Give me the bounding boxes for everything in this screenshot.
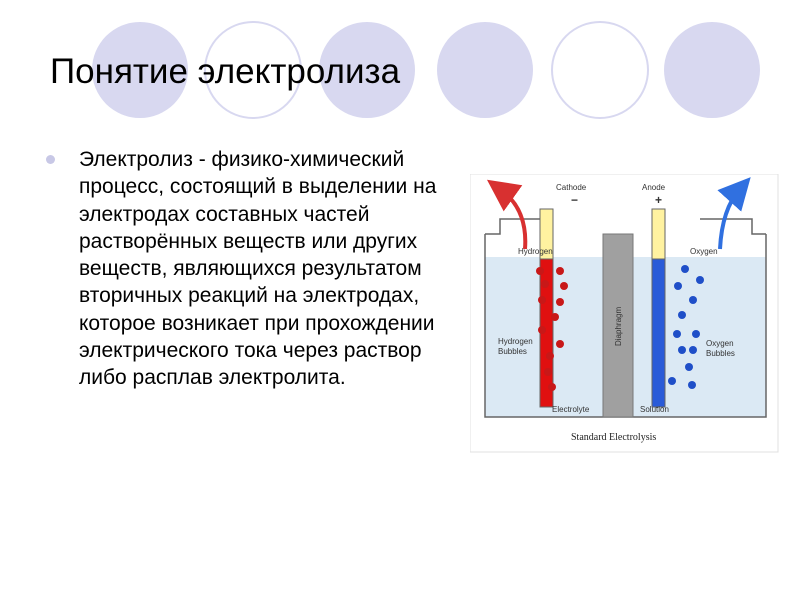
solution-label: Solution xyxy=(640,405,669,414)
hydrogen-bubble xyxy=(548,383,556,391)
hydrogen-bubble xyxy=(556,267,564,275)
hydrogen-bubble xyxy=(556,298,564,306)
oxygen-bubbles-label-line2: Bubbles xyxy=(706,349,735,358)
decor-circle-5 xyxy=(552,22,648,118)
anode-electrode xyxy=(652,259,665,407)
electrolyte-label: Electrolyte xyxy=(552,405,590,414)
oxygen-bubbles-label-line1: Oxygen xyxy=(706,339,734,348)
figure-caption: Standard Electrolysis xyxy=(571,432,657,443)
oxygen-bubble xyxy=(678,346,686,354)
oxygen-bubble xyxy=(685,363,693,371)
oxygen-bubble xyxy=(674,282,682,290)
oxygen-bubble xyxy=(696,276,704,284)
hydrogen-bubble xyxy=(556,340,564,348)
anode-top xyxy=(652,209,665,259)
hydrogen-bubble xyxy=(544,368,552,376)
electrolysis-diagram xyxy=(470,174,780,454)
slide-title: Понятие электролиза xyxy=(50,52,401,91)
oxygen-bubble xyxy=(673,330,681,338)
anode-label: Anode xyxy=(642,183,666,192)
diaphragm-label: Diaphragm xyxy=(614,306,623,346)
decor-circle-4 xyxy=(437,22,533,118)
oxygen-bubble xyxy=(692,330,700,338)
oxygen-bubble xyxy=(668,377,676,385)
oxygen-label: Oxygen xyxy=(690,247,718,256)
hydrogen-bubble xyxy=(538,296,546,304)
hydrogen-bubble xyxy=(546,352,554,360)
hydrogen-bubble xyxy=(536,267,544,275)
body-paragraph: Электролиз - физико-химический процесс, состоящий в выделении на электродах составных частей растворённых веществ или других веществ, являющихся результатом вторичных реакций на электродах, которое возникает при прохождении электрического тока через раствор либо расплав электролита. xyxy=(79,148,437,390)
cathode-sign: − xyxy=(571,193,579,207)
hydrogen-bubble xyxy=(541,280,549,288)
hydrogen-bubbles-label-line1: Hydrogen xyxy=(498,337,533,346)
cathode-label: Cathode xyxy=(556,183,587,192)
oxygen-bubble xyxy=(688,381,696,389)
oxygen-bubble xyxy=(681,265,689,273)
bullet-icon xyxy=(46,155,55,164)
decor-circle-6 xyxy=(664,22,760,118)
anode-sign: + xyxy=(655,193,663,207)
hydrogen-bubble xyxy=(551,313,559,321)
hydrogen-bubble xyxy=(538,326,546,334)
hydrogen-bubbles-label-line2: Bubbles xyxy=(498,347,527,356)
oxygen-bubble xyxy=(689,296,697,304)
oxygen-bubble xyxy=(689,346,697,354)
hydrogen-label: Hydrogen xyxy=(518,247,553,256)
oxygen-bubble xyxy=(678,311,686,319)
hydrogen-bubble xyxy=(560,282,568,290)
